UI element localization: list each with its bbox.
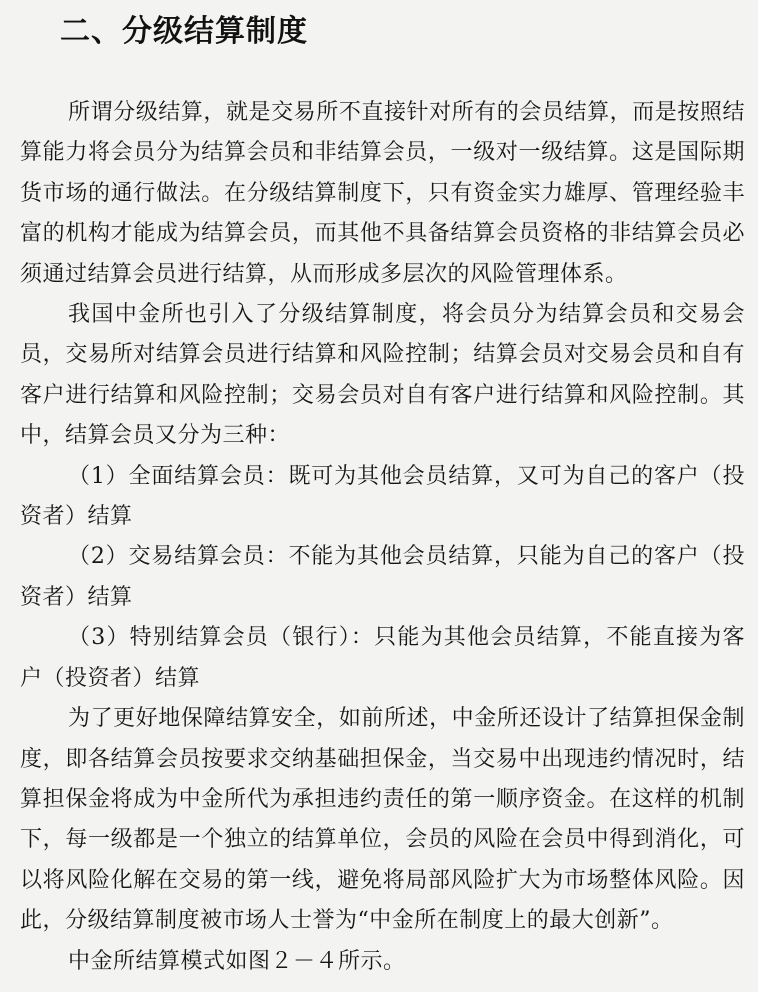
- paragraph-cffex-intro: 我国中金所也引入了分级结算制度，将会员分为结算会员和交易会员，交易所对结算会员进行结算和风险控制；结算会员对交易会员和自有客户进行结算和风险控制；交易会员对自有客户进行结算和风险控制。其中，结算会员又分为三种：: [20, 302, 745, 449]
- paragraph-item-2: （2）交易结算会员：不能为其他会员结算，只能为自己的客户（投资者）结算: [20, 544, 745, 610]
- section-heading: 二、分级结算制度: [60, 14, 308, 49]
- paragraph-figure-ref: 中金所结算模式如图２－４所示。: [68, 948, 406, 974]
- paragraph-item-3: （3）特别结算会员（银行）：只能为其他会员结算，不能直接为客户（投资者）结算: [20, 625, 745, 691]
- paragraph-definition: 所谓分级结算，就是交易所不直接针对所有的会员结算，而是按照结算能力将会员分为结算会员和非结算会员，一级对一级结算。这是国际期货市场的通行做法。在分级结算制度下，只有资金实力雄厚、管理经验丰富的机构才能成为结算会员，而其他不具备结算会员资格的非结算会员必须通过结算会员进行结算，从而形成多层次的风险管理体系。: [20, 100, 745, 287]
- paragraph-item-1: （1）全面结算会员：既可为其他会员结算，又可为自己的客户（投资者）结算: [20, 463, 745, 530]
- paragraph-guarantee: 为了更好地保障结算安全，如前所述，中金所还设计了结算担保金制度，即各结算会员按要求交纳基础担保金，当交易中出现违约情况时，结算担保金将成为中金所代为承担违约责任的第一顺序资金。在这样的机制下，每一级都是一个独立的结算单位，会员的风险在会员中得到消化，可以将风险化解在交易的第一线，避免将局部风险扩大为市场整体风险。因此，分级结算制度被市场人士誉为“中金所在制度上的最大创新”。: [20, 706, 745, 934]
- body-text: [20, 93, 745, 982]
